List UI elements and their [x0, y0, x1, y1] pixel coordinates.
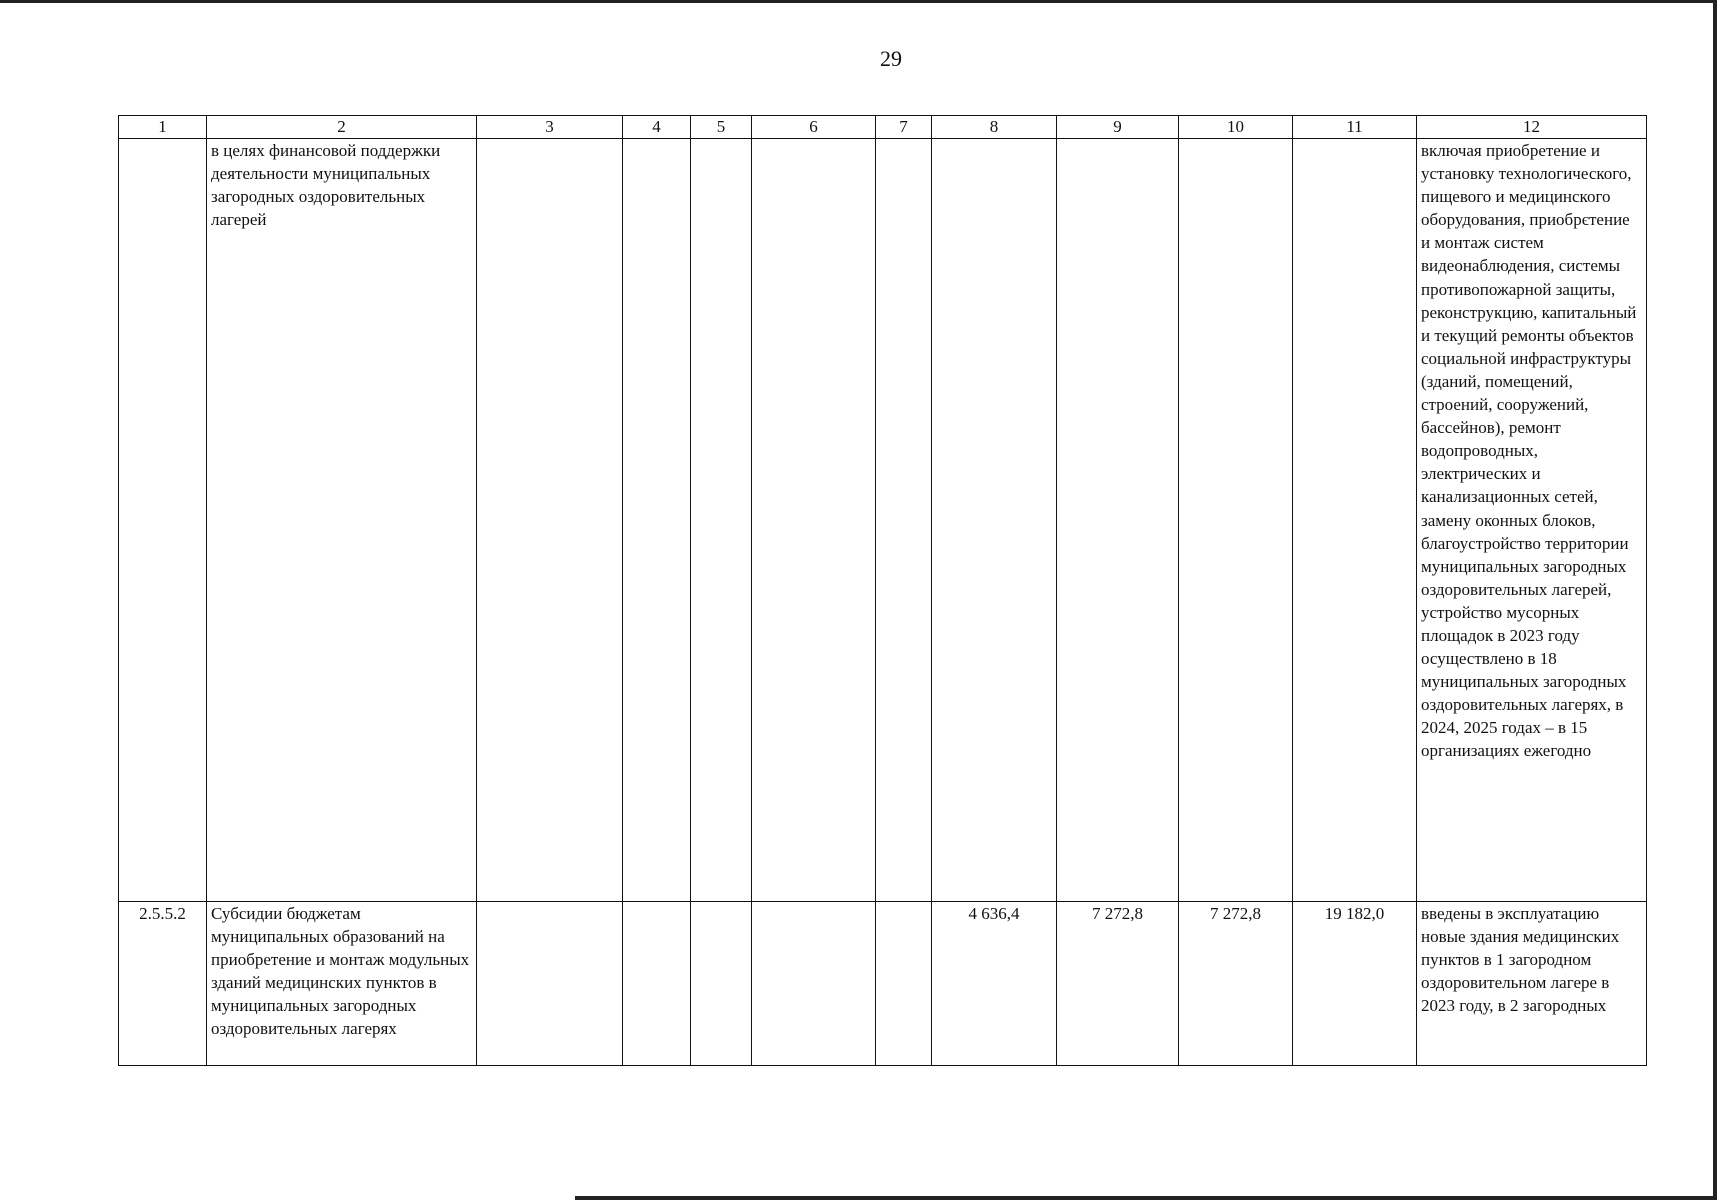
row-cell [477, 139, 623, 902]
row-cell [477, 902, 623, 1066]
page-border-top [0, 0, 1717, 3]
row-cell [1057, 139, 1179, 902]
column-header: 9 [1057, 116, 1179, 139]
row-cell [623, 902, 691, 1066]
column-header: 6 [752, 116, 876, 139]
program-table [118, 115, 1647, 1066]
row-result: включая приобретение и установку технологического, пищевого и медицинского оборудования, приобрєтение и монтаж систем видеонаблюдения, системы противопожарной защиты, реконструкцию, капитальный и текущий ремонты объектов социальной инфраструктуры (зданий, помещений, строений, сооружений, бассейнов), ремонт водопроводных, электрических и канализационных сетей, замену оконных блоков, благоустройство территории муниципальных загородных оздоровительных лагерей, устройство мусорных площадок в 2023 году осуществлено в 18 муниципальных загородных оздоровительных лагерях, в 2024, 2025 годах – в 15 организациях ежегодно [1417, 139, 1647, 902]
column-header: 12 [1417, 116, 1647, 139]
row-cell [932, 139, 1057, 902]
column-header: 1 [119, 116, 207, 139]
column-header: 8 [932, 116, 1057, 139]
row-cell [752, 139, 876, 902]
row-cell [691, 902, 752, 1066]
row-name: в целях финансовой поддержки деятельности муниципальных загородных оздоровительных лагерей [207, 139, 477, 902]
row-amount-10: 7 272,8 [1179, 902, 1293, 1066]
row-cell [691, 139, 752, 902]
row-cell [752, 902, 876, 1066]
column-header: 2 [207, 116, 477, 139]
row-code [119, 139, 207, 902]
row-code: 2.5.5.2 [119, 902, 207, 1066]
row-cell [1179, 139, 1293, 902]
column-numbers-row [119, 116, 1647, 139]
row-amount-8: 4 636,4 [932, 902, 1057, 1066]
page-number: 29 [880, 46, 902, 71]
row-amount-9: 7 272,8 [1057, 902, 1179, 1066]
row-amount-11: 19 182,0 [1293, 902, 1417, 1066]
table-row [119, 139, 1647, 902]
row-cell [876, 902, 932, 1066]
table-row [119, 902, 1647, 1066]
row-cell [623, 139, 691, 902]
row-result: введены в эксплуатацию новые здания медицинских пунктов в 1 загородном оздоровительном лагере в 2023 году, в 2 загородных [1417, 902, 1647, 1066]
page-border-right [1713, 0, 1717, 1200]
row-cell [1293, 139, 1417, 902]
row-cell [876, 139, 932, 902]
row-name: Субсидии бюджетам муниципальных образований на приобретение и монтаж модульных зданий медицинских пунктов в муниципальных загородных оздоровительных лагерях [207, 902, 477, 1066]
column-header: 3 [477, 116, 623, 139]
column-header: 7 [876, 116, 932, 139]
column-header: 5 [691, 116, 752, 139]
page-border-bottom [575, 1196, 1717, 1200]
column-header: 10 [1179, 116, 1293, 139]
column-header: 4 [623, 116, 691, 139]
column-header: 11 [1293, 116, 1417, 139]
